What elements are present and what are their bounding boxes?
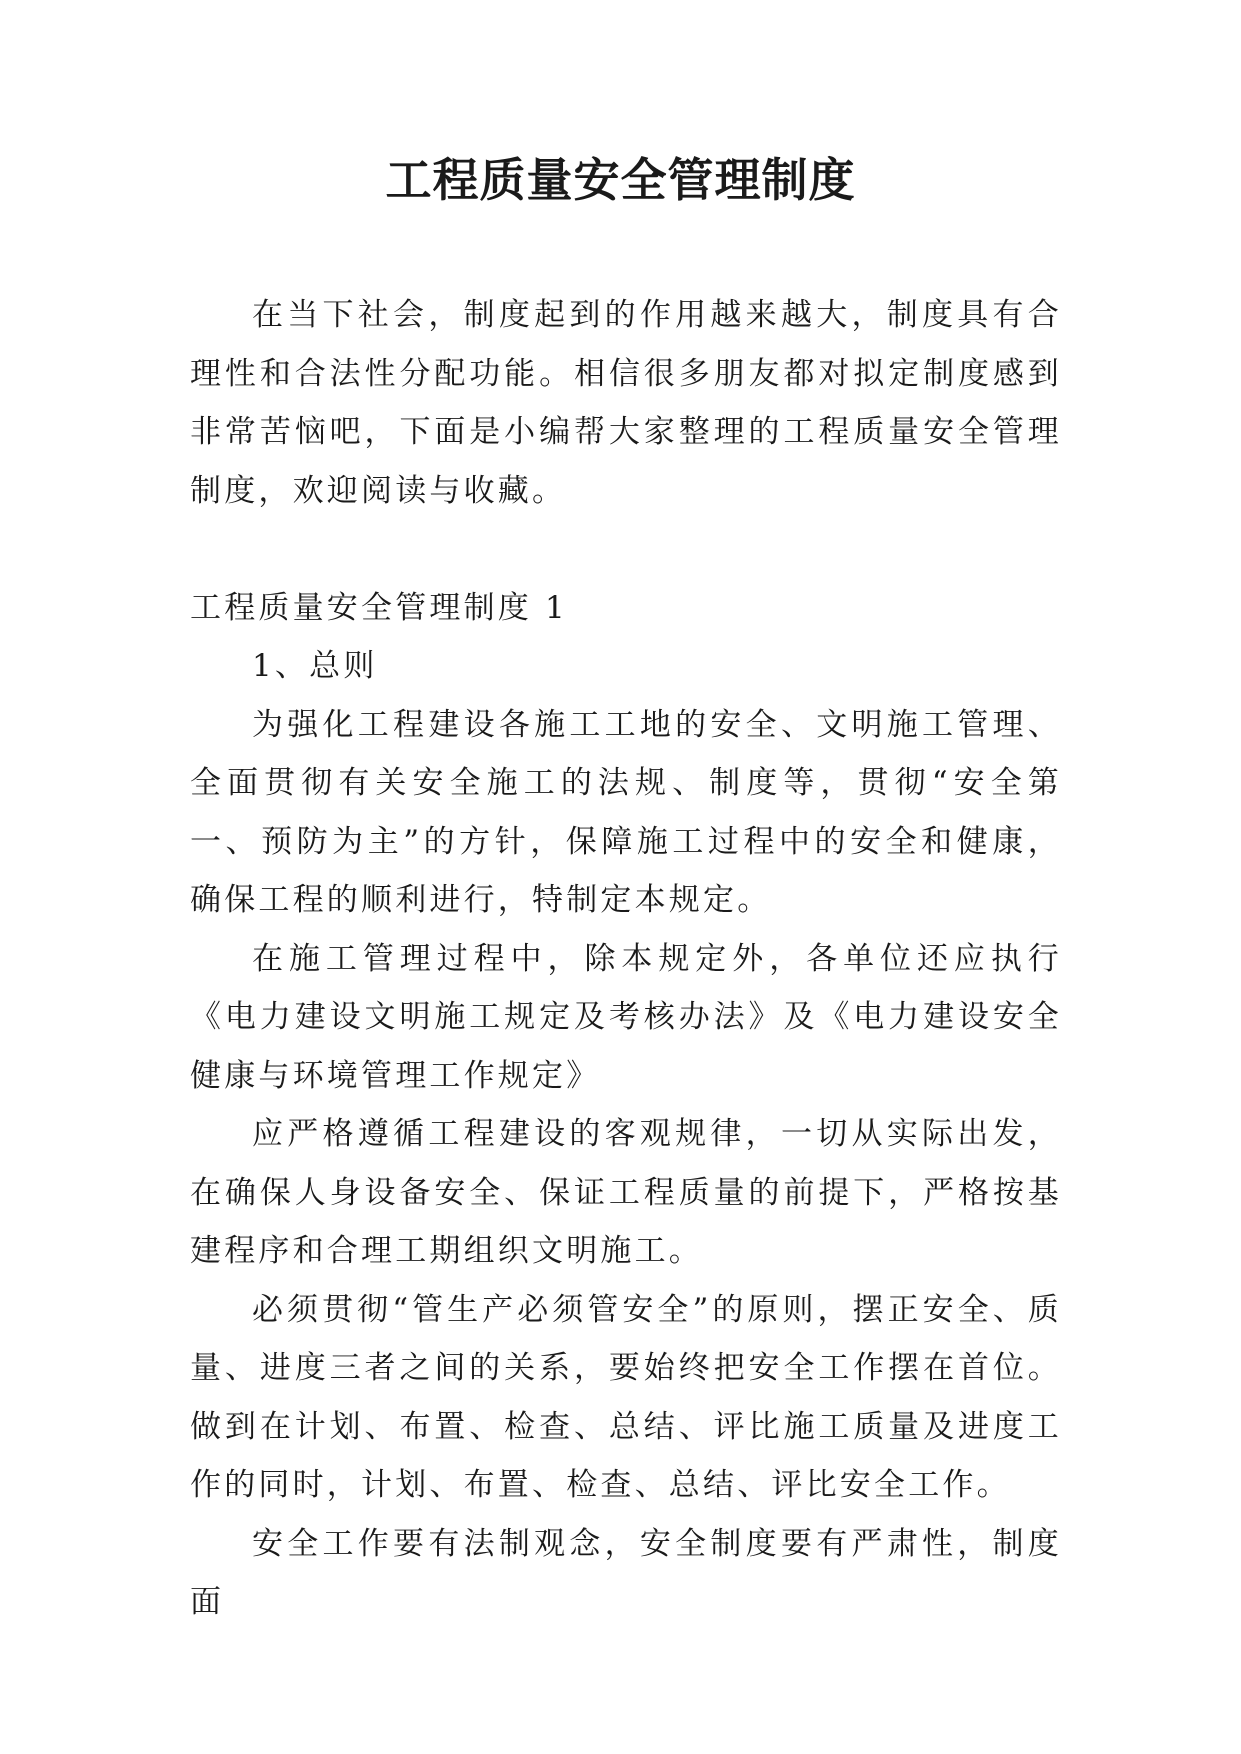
body-paragraph: 在施工管理过程中，除本规定外，各单位还应执行《电力建设文明施工规定及考核办法》及《电力建设安全健康与环境管理工作规定》 bbox=[190, 940, 1062, 1094]
body-paragraph: 安全工作要有法制观念，安全制度要有严肃性，制度面 bbox=[190, 1525, 1062, 1620]
body-paragraph: 为强化工程建设各施工工地的安全、文明施工管理、全面贯彻有关安全施工的法规、制度等，贯彻“安全第一、预防为主”的方针，保障施工过程中的安全和健康，确保工程的顺利进行，特制定本规定。 bbox=[190, 706, 1062, 918]
document-body bbox=[190, 286, 1062, 1632]
body-paragraph: 必须贯彻“管生产必须管安全”的原则，摆正安全、质量、进度三者之间的关系，要始终把安全工作摆在首位。做到在计划、布置、检查、总结、评比施工质量及进度工作的同时，计划、布置、检查、总结、评比安全工作。 bbox=[190, 1291, 1062, 1503]
section-heading: 工程质量安全管理制度 1 bbox=[190, 589, 568, 626]
intro-paragraph: 在当下社会，制度起到的作用越来越大，制度具有合理性和合法性分配功能。相信很多朋友都对拟定制度感到非常苦恼吧，下面是小编帮大家整理的工程质量安全管理制度，欢迎阅读与收藏。 bbox=[190, 297, 1062, 509]
subheading-general-provisions: 1、总则 bbox=[252, 648, 378, 684]
document-title: 工程质量安全管理制度 bbox=[385, 153, 856, 207]
body-paragraph: 应严格遵循工程建设的客观规律，一切从实际出发，在确保人身设备安全、保证工程质量的前提下，严格按基建程序和合理工期组织文明施工。 bbox=[190, 1116, 1062, 1269]
